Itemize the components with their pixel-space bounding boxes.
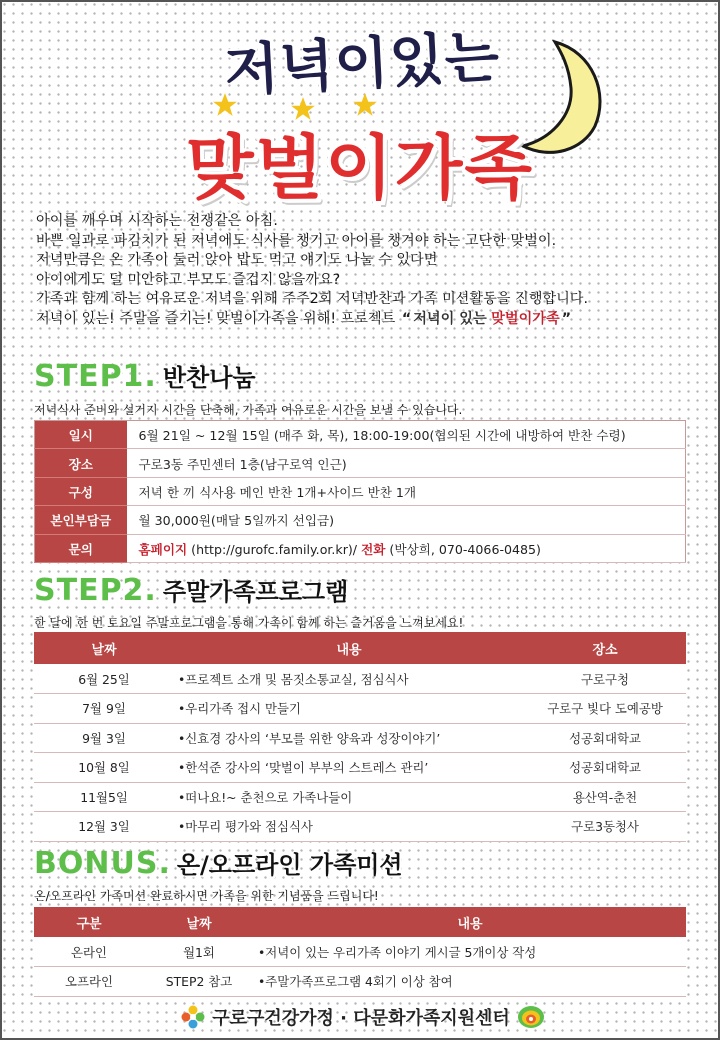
intro-line-prefix: 저녁이 있는! 주말을 즐기는! 맞벌이가족을 위해! 프로젝트 <box>36 310 396 327</box>
schedule-date: 6월 25일 <box>34 664 174 694</box>
info-key: 문의 <box>35 534 127 562</box>
schedule-date: 12월 3일 <box>34 812 174 842</box>
schedule-content: •마무리 평가와 점심식사 <box>174 812 524 842</box>
table-row <box>35 421 686 449</box>
table-row <box>35 506 686 534</box>
schedule-place: 구로3동청사 <box>524 812 686 842</box>
info-key: 구성 <box>35 477 127 505</box>
bonus-heading <box>34 845 403 881</box>
intro-text <box>36 212 696 330</box>
column-header-content: 내용 <box>254 907 686 937</box>
table-row <box>35 449 686 477</box>
mission-date: 월1회 <box>144 937 254 967</box>
step2-title: 주말가족프로그램 <box>162 578 349 606</box>
info-value: 월 30,000원(매달 5일까지 선입금) <box>127 506 686 534</box>
step2-schedule-table <box>34 632 686 842</box>
schedule-place: 용산역-춘천 <box>524 782 686 812</box>
column-header-content: 내용 <box>174 632 524 664</box>
step1-title: 반찬나눔 <box>162 364 256 392</box>
bonus-description: 온/오프라인 가족미션 완료하시면 가족을 위한 기념품을 드립니다! <box>34 889 379 903</box>
mission-content: •저녁이 있는 우리가족 이야기 게시글 5개이상 작성 <box>254 937 686 967</box>
info-key: 일시 <box>35 421 127 449</box>
contact-value <box>127 534 686 562</box>
schedule-date: 11월5일 <box>34 782 174 812</box>
table-row <box>35 477 686 505</box>
family-center-logo-icon <box>516 1004 546 1030</box>
schedule-date: 7월 9일 <box>34 694 174 724</box>
intro-line-project <box>36 310 696 330</box>
schedule-place: 구로구청 <box>524 664 686 694</box>
footer-organization <box>168 1002 558 1032</box>
column-header-type: 구분 <box>34 907 144 937</box>
mission-date: STEP2 참고 <box>144 967 254 997</box>
table-row <box>34 937 686 967</box>
step2-description: 한 달에 한 번 토요일 주말프로그램을 통해 가족이 함께 하는 즐거움을 느껴보세요! <box>34 616 464 630</box>
table-row <box>34 664 686 694</box>
table-row <box>34 967 686 997</box>
step1-label: STEP1. <box>34 359 157 394</box>
poster-subtitle: 저녁이있는 <box>222 24 502 105</box>
intro-line: 바쁜 일과로 파김치가 된 저녁에도 식사를 챙기고 아이를 챙겨야 하는 고단한 맞벌이. <box>36 232 557 249</box>
table-row <box>34 782 686 812</box>
schedule-place: 성공회대학교 <box>524 753 686 783</box>
schedule-date: 9월 3일 <box>34 723 174 753</box>
table-row <box>34 753 686 783</box>
step2-heading <box>34 572 348 608</box>
table-row <box>35 534 686 562</box>
homepage-url[interactable]: (http://gurofc.family.or.kr)/ <box>187 541 362 557</box>
homepage-label: 홈페이지 <box>138 541 188 557</box>
pinwheel-logo-icon <box>180 1004 206 1030</box>
intro-line: 아이에게도 덜 미안하고 부모도 즐겁지 않을까요? <box>36 271 341 288</box>
info-value: 구로3동 주민센터 1층(남구로역 인근) <box>127 449 686 477</box>
info-value: 저녁 한 끼 식사용 메인 반찬 1개+사이드 반찬 1개 <box>127 477 686 505</box>
project-name-part-b: 맞벌이가족 <box>491 310 560 327</box>
bonus-label: BONUS. <box>34 846 171 881</box>
intro-line: 아이를 깨우며 시작하는 전쟁같은 아침. <box>36 213 278 229</box>
info-value: 6월 21일 ~ 12월 15일 (매주 화, 목), 18:00-19:00(협의된 시간에 내방하여 반찬 수령) <box>127 421 686 449</box>
bonus-mission-table <box>34 907 686 997</box>
schedule-date: 10월 8일 <box>34 753 174 783</box>
mission-type: 오프라인 <box>34 967 144 997</box>
quote-open: “ <box>401 310 412 327</box>
mission-type: 온라인 <box>34 937 144 967</box>
schedule-content: •프로젝트 소개 및 몸짓소통교실, 점심식사 <box>174 664 524 694</box>
intro-line: 저녁만큼은 온 가족이 둘러 앉아 밥도 먹고 얘기도 나눌 수 있다면 <box>36 252 438 269</box>
schedule-place: 성공회대학교 <box>524 723 686 753</box>
intro-line: 가족과 함께 하는 여유로운 저녁을 위해 주주2회 저녁반찬과 가족 미션활동을 진행합니다. <box>36 291 589 308</box>
quote-close: ” <box>561 310 572 327</box>
table-header-row <box>34 632 686 664</box>
mission-content: •주말가족프로그램 4회기 이상 참여 <box>254 967 686 997</box>
column-header-date: 날짜 <box>144 907 254 937</box>
schedule-content: •한석준 강사의 ‘맞벌이 부부의 스트레스 관리’ <box>174 753 524 783</box>
schedule-content: •신효경 강사의 ‘부모를 위한 양육과 성장이야기’ <box>174 723 524 753</box>
schedule-content: •떠나요!~ 춘천으로 가족나들이 <box>174 782 524 812</box>
bonus-title: 온/오프라인 가족미션 <box>176 851 403 879</box>
info-key: 본인부담금 <box>35 506 127 534</box>
schedule-place: 구로구 빛다 도예공방 <box>524 694 686 724</box>
step1-heading <box>34 358 256 394</box>
column-header-date: 날짜 <box>34 632 174 664</box>
info-key: 장소 <box>35 449 127 477</box>
step2-label: STEP2. <box>34 573 157 608</box>
phone-label: 전화 <box>361 541 386 557</box>
poster-title: 맞벌이가족 <box>185 127 535 209</box>
step1-info-table <box>34 420 686 563</box>
table-header-row <box>34 907 686 937</box>
table-row <box>34 694 686 724</box>
phone-value: (박상희, 070-4066-0485) <box>385 541 541 557</box>
project-name-part-a: 저녁이 있는 <box>413 310 487 327</box>
column-header-place: 장소 <box>524 632 686 664</box>
step1-description: 저녁식사 준비와 설거지 시간을 단축해, 가족과 여유로운 시간을 보낼 수 있습니다. <box>34 403 463 417</box>
organization-name: 구로구건강가정 · 다문화가족지원센터 <box>212 1008 510 1029</box>
table-row <box>34 723 686 753</box>
schedule-content: •우리가족 접시 만들기 <box>174 694 524 724</box>
table-row <box>34 812 686 842</box>
